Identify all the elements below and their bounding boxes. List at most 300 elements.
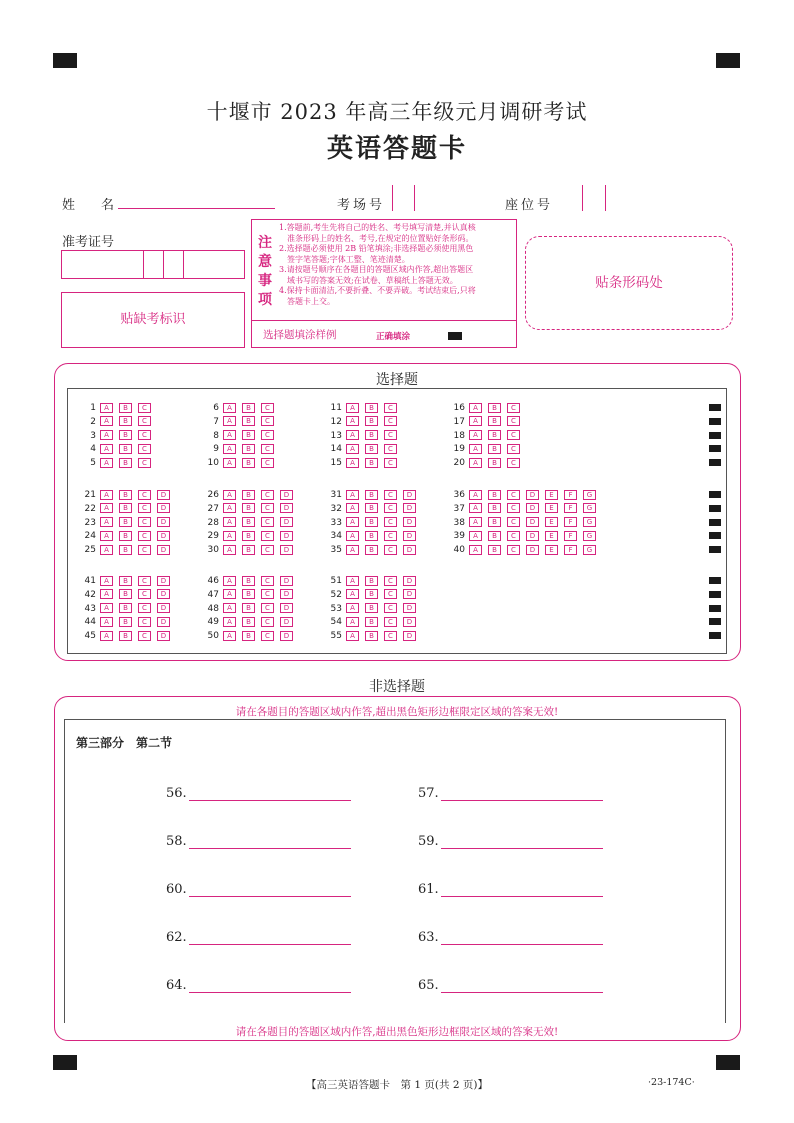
question-53 (322, 603, 422, 615)
option-bubble-a[interactable]: A (100, 545, 113, 555)
option-bubble-b[interactable]: B (365, 430, 378, 440)
option-bubble-a[interactable]: A (100, 589, 113, 599)
question-number: 20 (453, 458, 465, 469)
option-bubble-b[interactable]: B (488, 517, 501, 527)
option-bubble-d[interactable]: D (403, 517, 416, 527)
option-bubble-c[interactable]: C (507, 490, 520, 500)
option-bubble-c[interactable]: C (384, 517, 397, 527)
option-bubble-c[interactable]: C (261, 589, 274, 599)
option-bubble-b[interactable]: B (119, 631, 132, 641)
option-bubble-c[interactable]: C (384, 531, 397, 541)
option-bubble-b[interactable]: B (365, 517, 378, 527)
question-number: 17 (453, 416, 465, 427)
option-bubble-d[interactable]: D (526, 490, 539, 500)
option-bubble-a[interactable]: A (346, 416, 359, 426)
blank-answer-65[interactable] (418, 978, 603, 993)
option-bubble-c[interactable]: C (261, 458, 274, 468)
option-bubble-d[interactable]: D (280, 517, 293, 527)
option-bubble-b[interactable]: B (242, 576, 255, 586)
option-bubble-d[interactable]: D (280, 617, 293, 627)
blank-answer-58[interactable] (166, 834, 351, 849)
option-bubble-b[interactable]: B (242, 545, 255, 555)
option-bubble-b[interactable]: B (365, 617, 378, 627)
option-bubble-d[interactable]: D (280, 589, 293, 599)
option-bubble-a[interactable]: A (223, 631, 236, 641)
option-bubble-a[interactable]: A (100, 603, 113, 613)
option-bubble-c[interactable]: C (138, 589, 151, 599)
option-bubble-c[interactable]: C (261, 517, 274, 527)
option-bubble-b[interactable]: B (365, 490, 378, 500)
option-bubble-a[interactable]: A (223, 576, 236, 586)
option-bubble-c[interactable]: C (507, 416, 520, 426)
question-number: 43 (84, 603, 96, 614)
option-bubble-b[interactable]: B (119, 589, 132, 599)
option-bubble-d[interactable]: D (403, 631, 416, 641)
option-bubble-a[interactable]: A (346, 576, 359, 586)
option-bubble-c[interactable]: C (261, 617, 274, 627)
option-bubble-d[interactable]: D (403, 603, 416, 613)
option-bubble-b[interactable]: B (488, 430, 501, 440)
option-bubble-a[interactable]: A (100, 503, 113, 513)
timing-mark (709, 632, 721, 639)
option-bubble-d[interactable]: D (157, 603, 170, 613)
blank-answer-60[interactable] (166, 882, 351, 897)
option-bubble-c[interactable]: C (507, 517, 520, 527)
option-bubble-b[interactable]: B (242, 430, 255, 440)
option-bubble-d[interactable]: D (280, 631, 293, 641)
question-40 (445, 544, 602, 556)
question-number: 14 (330, 444, 342, 455)
option-bubble-c[interactable]: C (138, 531, 151, 541)
option-bubble-b[interactable]: B (119, 617, 132, 627)
option-bubble-b[interactable]: B (365, 531, 378, 541)
option-bubble-f[interactable]: F (564, 503, 577, 513)
option-bubble-a[interactable]: A (100, 403, 113, 413)
exam-room-field-divider (414, 185, 415, 211)
option-bubble-b[interactable]: B (242, 589, 255, 599)
option-bubble-b[interactable]: B (488, 531, 501, 541)
question-number: 32 (330, 503, 342, 514)
question-11 (322, 402, 403, 414)
option-bubble-a[interactable]: A (469, 430, 482, 440)
option-bubble-c[interactable]: C (138, 444, 151, 454)
option-bubble-b[interactable]: B (242, 490, 255, 500)
option-bubble-b[interactable]: B (119, 603, 132, 613)
option-bubble-c[interactable]: C (384, 430, 397, 440)
question-49 (199, 616, 299, 628)
option-bubble-b[interactable]: B (242, 403, 255, 413)
option-bubble-b[interactable]: B (488, 503, 501, 513)
option-bubble-c[interactable]: C (138, 603, 151, 613)
option-bubble-c[interactable]: C (384, 444, 397, 454)
option-bubble-a[interactable]: A (346, 490, 359, 500)
option-bubble-a[interactable]: A (346, 458, 359, 468)
option-bubble-a[interactable]: A (223, 444, 236, 454)
question-number: 54 (330, 617, 342, 628)
option-bubble-c[interactable]: C (384, 458, 397, 468)
option-bubble-f[interactable]: F (564, 517, 577, 527)
option-bubble-b[interactable]: B (119, 403, 132, 413)
option-bubble-g[interactable]: G (583, 490, 596, 500)
option-bubble-a[interactable]: A (346, 517, 359, 527)
option-bubble-g[interactable]: G (583, 545, 596, 555)
option-bubble-c[interactable]: C (384, 631, 397, 641)
option-bubble-d[interactable]: D (157, 545, 170, 555)
option-bubble-b[interactable]: B (119, 517, 132, 527)
question-number: 34 (330, 531, 342, 542)
option-bubble-c[interactable]: C (138, 403, 151, 413)
option-bubble-b[interactable]: B (488, 458, 501, 468)
blank-answer-59[interactable] (418, 834, 603, 849)
option-bubble-b[interactable]: B (365, 416, 378, 426)
option-bubble-a[interactable]: A (223, 430, 236, 440)
option-bubble-c[interactable]: C (138, 631, 151, 641)
option-bubble-a[interactable]: A (346, 430, 359, 440)
notice-heading-char: 事 (258, 273, 272, 289)
option-bubble-c[interactable]: C (138, 545, 151, 555)
option-bubble-b[interactable]: B (488, 490, 501, 500)
option-bubble-c[interactable]: C (138, 430, 151, 440)
option-bubble-g[interactable]: G (583, 531, 596, 541)
option-bubble-b[interactable]: B (119, 576, 132, 586)
option-bubble-b[interactable]: B (242, 617, 255, 627)
option-bubble-a[interactable]: A (100, 576, 113, 586)
option-bubble-a[interactable]: A (469, 503, 482, 513)
option-bubble-a[interactable]: A (223, 458, 236, 468)
option-bubble-c[interactable]: C (507, 545, 520, 555)
option-bubble-b[interactable]: B (365, 545, 378, 555)
option-bubble-c[interactable]: C (138, 517, 151, 527)
option-bubble-g[interactable]: G (583, 503, 596, 513)
blank-answer-63[interactable] (418, 930, 603, 945)
question-35 (322, 544, 422, 556)
option-bubble-c[interactable]: C (507, 503, 520, 513)
option-bubble-b[interactable]: B (119, 430, 132, 440)
option-bubble-a[interactable]: A (469, 416, 482, 426)
question-20 (445, 457, 526, 469)
option-bubble-a[interactable]: A (223, 416, 236, 426)
answer-line[interactable] (189, 788, 351, 801)
answer-line[interactable] (441, 836, 603, 849)
option-bubble-b[interactable]: B (119, 490, 132, 500)
option-bubble-a[interactable]: A (100, 444, 113, 454)
option-bubble-a[interactable]: A (346, 603, 359, 613)
option-bubble-e[interactable]: E (545, 490, 558, 500)
option-bubble-c[interactable]: C (138, 503, 151, 513)
option-bubble-d[interactable]: D (403, 617, 416, 627)
option-bubble-b[interactable]: B (488, 416, 501, 426)
question-22 (76, 503, 176, 515)
option-bubble-d[interactable]: D (157, 503, 170, 513)
option-bubble-c[interactable]: C (261, 576, 274, 586)
option-bubble-a[interactable]: A (346, 617, 359, 627)
answer-line[interactable] (441, 884, 603, 897)
option-bubble-f[interactable]: F (564, 490, 577, 500)
option-bubble-a[interactable]: A (469, 517, 482, 527)
option-bubble-c[interactable]: C (261, 430, 274, 440)
answer-line[interactable] (189, 836, 351, 849)
option-bubble-c[interactable]: C (261, 531, 274, 541)
option-bubble-c[interactable]: C (138, 617, 151, 627)
option-bubble-a[interactable]: A (346, 531, 359, 541)
option-bubble-d[interactable]: D (157, 517, 170, 527)
option-bubble-c[interactable]: C (138, 458, 151, 468)
answer-line[interactable] (441, 932, 603, 945)
option-bubble-c[interactable]: C (384, 576, 397, 586)
option-bubble-c[interactable]: C (507, 430, 520, 440)
option-bubble-c[interactable]: C (384, 603, 397, 613)
question-24 (76, 530, 176, 542)
option-bubble-b[interactable]: B (365, 603, 378, 613)
option-bubble-a[interactable]: A (100, 531, 113, 541)
option-bubble-c[interactable]: C (384, 403, 397, 413)
option-bubble-c[interactable]: C (261, 403, 274, 413)
option-bubble-b[interactable]: B (119, 545, 132, 555)
option-bubble-e[interactable]: E (545, 545, 558, 555)
notice-line: 准条形码上的姓名、考号,在规定的位置贴好条形码。 (279, 233, 474, 243)
option-bubble-d[interactable]: D (403, 545, 416, 555)
option-bubble-c[interactable]: C (384, 490, 397, 500)
question-number: 42 (84, 589, 96, 600)
blank-number: 62. (166, 930, 187, 945)
registration-mark-top-left (53, 53, 77, 68)
option-bubble-c[interactable]: C (384, 589, 397, 599)
option-bubble-a[interactable]: A (100, 430, 113, 440)
option-bubble-d[interactable]: D (403, 576, 416, 586)
option-bubble-b[interactable]: B (242, 444, 255, 454)
answer-line[interactable] (189, 884, 351, 897)
option-bubble-e[interactable]: E (545, 517, 558, 527)
option-bubble-a[interactable]: A (100, 617, 113, 627)
answer-line[interactable] (441, 980, 603, 993)
option-bubble-c[interactable]: C (138, 576, 151, 586)
option-bubble-b[interactable]: B (119, 416, 132, 426)
option-bubble-a[interactable]: A (223, 603, 236, 613)
option-bubble-d[interactable]: D (526, 531, 539, 541)
option-bubble-f[interactable]: F (564, 531, 577, 541)
question-14 (322, 443, 403, 455)
option-bubble-a[interactable]: A (469, 458, 482, 468)
option-bubble-a[interactable]: A (223, 531, 236, 541)
notice-line: 域书写的答案无效;在试卷、草稿纸上答题无效。 (279, 275, 458, 285)
option-bubble-b[interactable]: B (365, 458, 378, 468)
option-bubble-d[interactable]: D (157, 589, 170, 599)
option-bubble-a[interactable]: A (100, 517, 113, 527)
option-bubble-c[interactable]: C (384, 416, 397, 426)
blank-answer-57[interactable] (418, 786, 603, 801)
timing-mark (709, 505, 721, 512)
timing-mark (709, 605, 721, 612)
option-bubble-e[interactable]: E (545, 531, 558, 541)
blank-answer-56[interactable] (166, 786, 351, 801)
option-bubble-a[interactable]: A (469, 403, 482, 413)
option-bubble-d[interactable]: D (280, 603, 293, 613)
option-bubble-c[interactable]: C (507, 531, 520, 541)
option-bubble-b[interactable]: B (242, 503, 255, 513)
option-bubble-a[interactable]: A (100, 458, 113, 468)
option-bubble-c[interactable]: C (507, 444, 520, 454)
question-number: 35 (330, 545, 342, 556)
option-bubble-b[interactable]: B (119, 458, 132, 468)
absent-sticker-area (61, 292, 245, 348)
question-10 (199, 457, 280, 469)
option-bubble-a[interactable]: A (223, 503, 236, 513)
page-footer: 【高三英语答题卡 第 1 页(共 2 页)】 (306, 1079, 488, 1091)
option-bubble-d[interactable]: D (403, 490, 416, 500)
question-number: 11 (330, 403, 342, 413)
option-bubble-a[interactable]: A (223, 617, 236, 627)
option-bubble-c[interactable]: C (261, 545, 274, 555)
barcode-label: 贴条形码处 (595, 275, 663, 291)
question-number: 23 (84, 517, 96, 528)
question-number: 4 (90, 444, 96, 455)
question-12 (322, 416, 403, 428)
option-bubble-a[interactable]: A (346, 403, 359, 413)
registration-mark-bottom-left (53, 1055, 77, 1070)
option-bubble-d[interactable]: D (526, 503, 539, 513)
option-bubble-b[interactable]: B (365, 444, 378, 454)
question-21 (76, 489, 176, 501)
option-bubble-b[interactable]: B (365, 576, 378, 586)
barcode-area (525, 236, 733, 330)
option-bubble-d[interactable]: D (280, 545, 293, 555)
option-bubble-d[interactable]: D (280, 576, 293, 586)
option-bubble-a[interactable]: A (469, 444, 482, 454)
option-bubble-a[interactable]: A (223, 589, 236, 599)
option-bubble-d[interactable]: D (403, 531, 416, 541)
option-bubble-e[interactable]: E (545, 503, 558, 513)
option-bubble-d[interactable]: D (403, 503, 416, 513)
question-number: 9 (213, 444, 219, 455)
option-bubble-b[interactable]: B (365, 503, 378, 513)
option-bubble-a[interactable]: A (469, 545, 482, 555)
option-bubble-c[interactable]: C (261, 490, 274, 500)
question-number: 2 (90, 416, 96, 427)
option-bubble-d[interactable]: D (157, 631, 170, 641)
question-1 (76, 402, 157, 414)
option-bubble-d[interactable]: D (157, 490, 170, 500)
option-bubble-b[interactable]: B (242, 631, 255, 641)
option-bubble-b[interactable]: B (119, 444, 132, 454)
option-bubble-a[interactable]: A (223, 403, 236, 413)
option-bubble-b[interactable]: B (242, 458, 255, 468)
question-number: 40 (453, 545, 465, 556)
option-bubble-b[interactable]: B (365, 589, 378, 599)
option-bubble-c[interactable]: C (384, 503, 397, 513)
option-bubble-c[interactable]: C (261, 603, 274, 613)
option-bubble-a[interactable]: A (346, 503, 359, 513)
option-bubble-c[interactable]: C (138, 490, 151, 500)
option-bubble-c[interactable]: C (261, 503, 274, 513)
option-bubble-b[interactable]: B (242, 517, 255, 527)
answer-line[interactable] (189, 932, 351, 945)
question-number: 50 (207, 631, 219, 642)
option-bubble-b[interactable]: B (119, 503, 132, 513)
question-number: 53 (330, 603, 342, 614)
option-bubble-a[interactable]: A (346, 589, 359, 599)
answer-box-right-edge (725, 719, 726, 1023)
answer-line[interactable] (441, 788, 603, 801)
option-bubble-a[interactable]: A (223, 490, 236, 500)
option-bubble-c[interactable]: C (507, 403, 520, 413)
option-bubble-b[interactable]: B (242, 603, 255, 613)
blank-number: 56. (166, 786, 187, 801)
option-bubble-b[interactable]: B (242, 531, 255, 541)
blank-answer-64[interactable] (166, 978, 351, 993)
option-bubble-b[interactable]: B (488, 403, 501, 413)
option-bubble-c[interactable]: C (261, 631, 274, 641)
option-bubble-b[interactable]: B (488, 545, 501, 555)
timing-mark (709, 432, 721, 439)
option-bubble-d[interactable]: D (280, 531, 293, 541)
option-bubble-a[interactable]: A (346, 545, 359, 555)
blank-answer-62[interactable] (166, 930, 351, 945)
option-bubble-b[interactable]: B (365, 403, 378, 413)
timing-mark (709, 577, 721, 584)
option-bubble-c[interactable]: C (384, 617, 397, 627)
option-bubble-d[interactable]: D (280, 490, 293, 500)
question-number: 44 (84, 617, 96, 628)
option-bubble-a[interactable]: A (100, 631, 113, 641)
option-bubble-a[interactable]: A (223, 517, 236, 527)
timing-mark (709, 519, 721, 526)
option-bubble-c[interactable]: C (384, 545, 397, 555)
option-bubble-d[interactable]: D (403, 589, 416, 599)
blank-number: 57. (418, 786, 439, 801)
timing-mark (709, 618, 721, 625)
answer-area-warning-top: 请在各题目的答题区域内作答,超出黑色矩形边框限定区域的答案无效! (235, 706, 559, 718)
question-number: 18 (453, 430, 465, 441)
option-bubble-d[interactable]: D (157, 576, 170, 586)
option-bubble-d[interactable]: D (526, 545, 539, 555)
question-number: 19 (453, 444, 465, 455)
option-bubble-a[interactable]: A (469, 531, 482, 541)
option-bubble-a[interactable]: A (223, 545, 236, 555)
option-bubble-c[interactable]: C (261, 416, 274, 426)
option-bubble-b[interactable]: B (488, 444, 501, 454)
option-bubble-d[interactable]: D (280, 503, 293, 513)
name-label: 姓 名 (62, 198, 115, 213)
option-bubble-a[interactable]: A (346, 444, 359, 454)
option-bubble-d[interactable]: D (157, 531, 170, 541)
timing-mark (709, 404, 721, 411)
option-bubble-c[interactable]: C (507, 458, 520, 468)
option-bubble-d[interactable]: D (526, 517, 539, 527)
question-50 (199, 630, 299, 642)
option-bubble-a[interactable]: A (346, 631, 359, 641)
option-bubble-d[interactable]: D (157, 617, 170, 627)
blank-answer-61[interactable] (418, 882, 603, 897)
option-bubble-f[interactable]: F (564, 545, 577, 555)
question-16 (445, 402, 526, 414)
question-number: 1 (90, 403, 96, 413)
question-number: 12 (330, 416, 342, 427)
option-bubble-a[interactable]: A (469, 490, 482, 500)
option-bubble-c[interactable]: C (261, 444, 274, 454)
option-bubble-g[interactable]: G (583, 517, 596, 527)
option-bubble-b[interactable]: B (119, 531, 132, 541)
question-number: 33 (330, 517, 342, 528)
option-bubble-b[interactable]: B (242, 416, 255, 426)
ticket-number-field[interactable] (61, 250, 245, 279)
option-bubble-a[interactable]: A (100, 490, 113, 500)
option-bubble-a[interactable]: A (100, 416, 113, 426)
option-bubble-b[interactable]: B (365, 631, 378, 641)
option-bubble-c[interactable]: C (138, 416, 151, 426)
name-field[interactable] (118, 207, 275, 209)
answer-line[interactable] (189, 980, 351, 993)
question-number: 26 (207, 490, 219, 500)
